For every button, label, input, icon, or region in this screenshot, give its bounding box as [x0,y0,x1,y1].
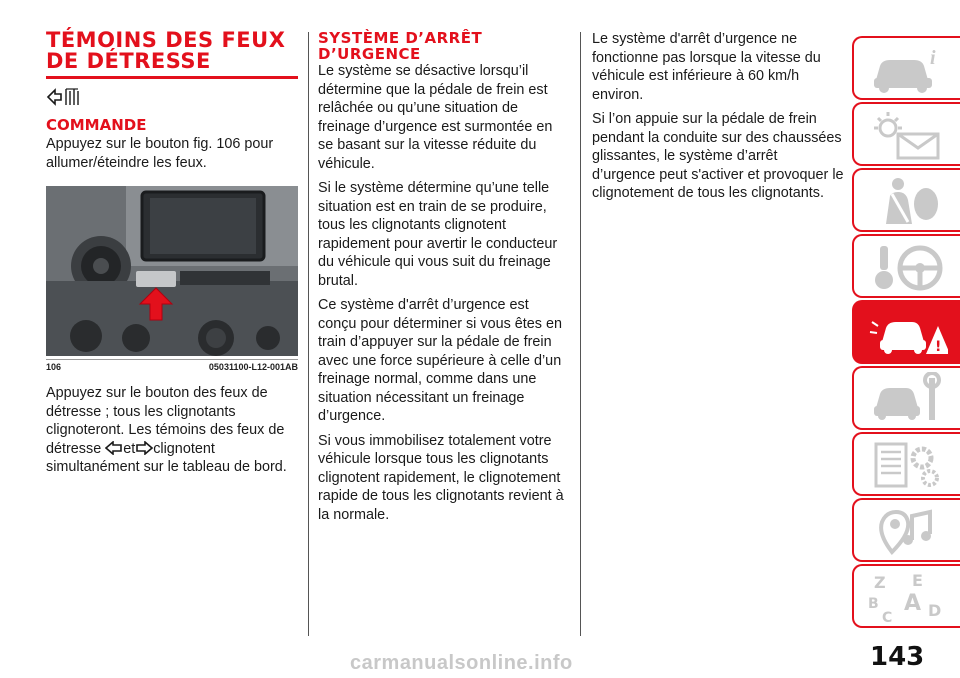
warning-lights-icon [868,108,948,162]
section-title: SYSTÈME D’ARRÊT D’URGENCE [318,29,483,63]
key-steering-wheel-icon [868,240,948,294]
title-underline [46,76,298,79]
page-number: 143 [870,642,925,672]
left-turn-indicator-icon [105,441,123,455]
dashboard-photo [46,186,298,356]
figure-number: 106 [46,362,62,372]
hazard-lights-symbol-icon [46,85,298,107]
svg-text:Z: Z [874,573,886,592]
middle-column [318,30,570,530]
svg-text:A: A [904,591,922,616]
tab-multimedia[interactable] [852,498,960,562]
section-title-line1: TÉMOINS DES FEUX [46,28,286,52]
subsection-title: COMMANDE [46,116,147,134]
paragraph: Le système se désactive lorsqu’il détermine que la pédale de frein est relâchée ou qu’une situation de freinage d’urgence est surmontée en se basant sur la vitesse réduite du véhicule. [318,63,553,172]
car-wrench-icon [868,372,948,426]
paragraph: Si vous immobilisez totalement votre véhicule lorsque tous les clignotants clignotent rapidement, le clignotement rapide de tous les clignotants revient à la normale. [318,432,564,523]
tab-warning-lights[interactable] [852,102,960,166]
paragraph: Ce système d'arrêt d’urgence est conçu pour déterminer si vous êtes en train d’appuyer sur la pédale de frein avec une force supérieure à celle d’un freinage normal, comme dans une situation nécessitant un freinage d’urgence. [318,297,562,424]
paragraph: Si l’on appuie sur la pédale de frein pendant la conduite sur des chaussées glissantes, le système d’arrêt d’urgence peut s'activer et provoquer le clignotement de tous les clignotants. [592,111,844,201]
tab-technical-data[interactable] [852,432,960,496]
alphabetical-index-icon [868,570,948,628]
svg-text:!: ! [935,339,942,355]
multimedia-icon [868,504,948,558]
car-info-icon [868,42,948,96]
section-title-line2: DE DÉTRESSE [46,49,211,73]
specs-gears-icon [868,438,948,492]
paragraph: Le système d'arrêt d’urgence ne fonctionne pas lorsque la vitesse du véhicule est inférieure à 60 km/h environ. [592,31,821,103]
svg-text:E: E [912,571,923,590]
tab-index[interactable] [852,564,960,628]
svg-text:B: B [868,596,879,612]
svg-text:C: C [882,610,893,626]
svg-text:D: D [928,601,942,620]
figure-code: 05031100-L12-001AB [208,362,298,372]
right-turn-indicator-icon [135,441,153,455]
tab-starting-driving[interactable] [852,234,960,298]
tab-car-info[interactable] [852,36,960,100]
paragraph: Appuyez sur le bouton des feux de détresse ; tous les clignotants clignoteront. Les témoins des feux de détresse et clignotent simultanément sur le tableau de bord. [46,385,287,475]
tab-safety[interactable] [852,168,960,232]
tab-maintenance[interactable] [852,366,960,430]
column-divider [580,32,581,636]
paragraph: Appuyez sur le bouton fig. 106 pour allumer/éteindre les feux. [46,136,274,171]
figure-caption [46,359,298,372]
left-column [46,30,298,483]
right-column [592,30,844,209]
column-divider [308,32,309,636]
paragraph: Si le système détermine qu’une telle situation est en train de se produire, tous les clignotants clignotent rapidement pour avertir le conducteur du véhicule qui vous suit du freinage brutal. [318,180,558,289]
seatbelt-airbag-icon [868,174,948,228]
watermark: carmanualsonline.info [350,652,573,674]
tab-emergency[interactable] [852,300,960,364]
svg-text:i: i [930,47,936,69]
car-emergency-icon [868,306,948,360]
section-title [46,30,298,72]
